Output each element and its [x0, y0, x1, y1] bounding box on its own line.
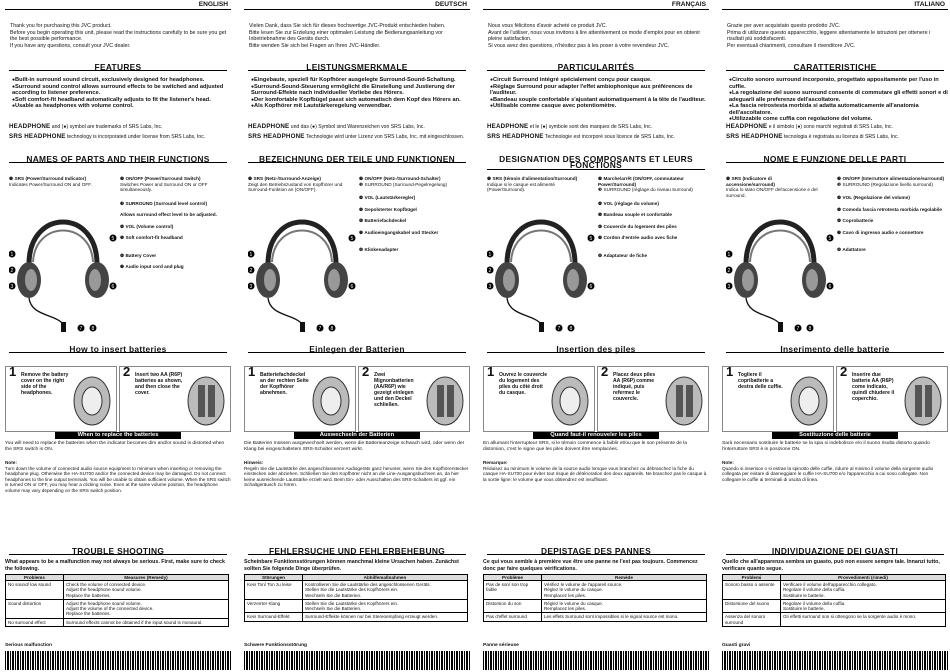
barcode-strip [722, 651, 948, 670]
replace-text: You will need to replace the batteries when the indicator becomes dim and/or sound is distorted when the SRS switch is ON. [5, 441, 225, 452]
feature-item: ● La regolazione del suono surround consente di commutare gli effetti sonori e di adeguarli alle preferenze dell'ascoltatore. [729, 90, 948, 103]
troubleshooting-table [5, 574, 229, 627]
svg-text:1: 1 [488, 252, 492, 258]
svg-text:8: 8 [330, 326, 334, 332]
features-title: LEISTUNGSMERKMALE [306, 62, 408, 72]
parts-list-left [248, 176, 344, 193]
svg-text:3: 3 [727, 284, 731, 290]
replace-title: When to replace the batteries [55, 432, 181, 439]
serious-malfunction-title: Serious malfunction [5, 643, 53, 648]
table-cell: Distorsion du son [484, 599, 542, 613]
step-number: 1 [726, 364, 734, 379]
battery-cover-illustration [787, 373, 831, 427]
part-label: ❺ Bandeau souple et confortable [598, 212, 673, 217]
parts-section [483, 156, 709, 170]
step-number: 2 [840, 364, 848, 379]
serious-malfunction-title: Schwere Funktionsstörung [244, 643, 308, 648]
part-label: ❽ Adaptateur de fiche [598, 252, 648, 258]
svg-text:8: 8 [91, 326, 95, 332]
parts-title: NOME E FUNZIONE DELLE PARTI [763, 154, 907, 164]
svg-text:5: 5 [111, 236, 115, 242]
serious-malfunction-label [244, 643, 470, 649]
parts-list-right [359, 176, 469, 259]
note-section [483, 460, 709, 482]
srs-headphone-logo: SRS HEADPHONE [487, 132, 544, 140]
note-title: Note: [5, 460, 17, 465]
battery-step-2 [119, 366, 231, 432]
trademark-block [487, 124, 709, 140]
serious-malfunction-title: Guasti gravi [722, 643, 751, 648]
battery-cover-illustration [309, 373, 353, 427]
features-title: FEATURES [94, 62, 142, 72]
step-text: Insert two AA (R6P) batteries as shown, and then close the cover. [135, 372, 183, 397]
srs-headphone-logo: SRS HEADPHONE [9, 132, 66, 140]
trademark-block [248, 124, 470, 140]
features-title: CARATTERISTICHE [793, 62, 877, 72]
table-cell: No surround effect [6, 618, 64, 626]
part-label: ❹ VOL (Volume control) [120, 223, 174, 229]
troubleshooting-intro: Ce qui vous semble à première vue être une panne ne l'est pas toujours. Commencez donc par faire quelques vérifications. [483, 559, 698, 572]
headphone-logo: HEADPHONE [726, 123, 768, 130]
troubleshooting-table [244, 574, 468, 622]
table-row [484, 581, 707, 600]
svg-text:7: 7 [557, 326, 561, 332]
table-header: Abhilfemaßnahmen [302, 574, 467, 580]
trademark-line-1: und das (●) Symbol sind Warenzeichen von SRS Labs, Inc. [290, 124, 425, 130]
part-desc: ❸ SURROUND (Surround-Pegelregelung) [359, 181, 448, 187]
language-header: DEUTSCH [244, 0, 470, 10]
part-label: ❹ VOL (Regolazione del volume) [837, 195, 910, 200]
note-text: Quando si inserisce o si estrae la spinotto delle cuffie, ridurre al minimo il volume della sorgente audio collegata per evitare di danneggiare le cuffie HA-SU700 e/o l'apparecchio a cui sono collegate. Non collegare le cuffie ai terminali di uscita di linea. [722, 465, 934, 482]
step-text: Togliere il copribatterie a destra delle cuffie. [738, 372, 783, 391]
battery-insert-illustration [662, 373, 706, 427]
troubleshooting-table [722, 574, 946, 627]
step-number: 2 [123, 364, 131, 379]
trademark-line-1: e il simbolo (●) sono marchi registrati di SRS Labs, Inc. [768, 124, 894, 130]
step-text: Placez deux piles AA (R6P) comme indiqué, puis refermez le couvercle. [613, 372, 656, 403]
headphones-illustration [248, 198, 356, 336]
step-text: Ouvrez le couvercle du logement des piles du côté droit du casque. [499, 372, 548, 397]
serious-malfunction-label [5, 643, 231, 649]
replace-section [722, 432, 948, 453]
note-text: Turn down the volume of connected audio source equipment to minimum when inserting or removing the headphone plug. Otherwise the HA-SU700 and/or the connected device may be damaged. Do not connect headphones to the line output terminals. You will be unable to obtain sufficient volume. When the SRS switch is turned ON or OFF, you may hear a clicking noise. Even at the same volume position, the headphone volume may vary depending on the SRS switch position. [5, 465, 231, 493]
part-desc: Indica lo stato ON/OFF del'accensione e del surround. [726, 187, 818, 198]
features-section [722, 64, 948, 123]
part-label: Allows surround effect level to be adjusted. [120, 212, 217, 217]
parts-section [722, 156, 948, 163]
troubleshooting-section [5, 548, 231, 627]
part-label: ❶ SRS (Netz-/Surround-Anzeige) [248, 176, 321, 181]
troubleshooting-title: DEPISTAGE DES PANNES [541, 546, 651, 556]
part-label: ❷ ON/OFF (Interruttore alimentazione/surround) [837, 176, 945, 181]
trademark-line-1: and (●) symbol are trademarks of SRS Labs, Inc. [51, 124, 163, 130]
battery-step-1 [483, 366, 595, 432]
parts-title: NAMES OF PARTS AND THEIR FUNCTIONS [26, 154, 210, 164]
svg-text:8: 8 [569, 326, 573, 332]
trademark-line-1: et le (●) symbole sont des marques de SRS Labs, Inc. [529, 124, 653, 130]
note-title: Hinweis: [244, 460, 264, 465]
svg-text:5: 5 [350, 236, 354, 242]
column-italiano [722, 0, 948, 672]
table-cell: Kein Surround-Effekt [245, 613, 303, 621]
battery-step-2 [597, 366, 709, 432]
step-text: Zwei Mignonbatterien (AA/R6P) wie gezeigt einlegen und den Deckel schließen. [374, 372, 414, 409]
svg-text:7: 7 [796, 326, 800, 332]
table-row [245, 581, 468, 600]
table-cell: Distorsione del suono [723, 599, 781, 613]
replace-title: Auswechseln der Batterien [294, 432, 420, 439]
svg-text:3: 3 [10, 284, 14, 290]
table-cell: Adjust the headphone sound volume. Adjust the volume of the connected device. Replace the batteries. [63, 599, 228, 618]
table-cell: Sonoro basso o assente [723, 581, 781, 600]
barcode-strip [5, 651, 231, 670]
features-section [5, 64, 231, 110]
feature-item: ● Surround sound control allows surround effects to be switched and adjusted according to listener preference. [12, 84, 231, 97]
table-row [484, 613, 707, 621]
table-header: Measures (Remedy) [63, 574, 228, 580]
table-cell: Pas d'effet surround [484, 613, 542, 621]
svg-text:6: 6 [828, 284, 832, 290]
trademark-line-2: tecnologia è registrata su licenza di SRS Labs, Inc. [784, 133, 899, 140]
battery-section [722, 346, 948, 353]
feature-item: ● Circuit Surround intégré spécialement conçu pour casque. [490, 77, 709, 84]
headphones-illustration [487, 198, 595, 336]
feature-item: ● Soft comfort-fit headband automatically adjusts to fit the listener's head. [12, 97, 231, 104]
part-label: ❼ Cavo di ingresso audio e connettore [837, 229, 924, 235]
troubleshooting-title: TROUBLE SHOOTING [71, 546, 165, 556]
troubleshooting-intro: What appears to be a malfunction may not always be serious. First, make sure to check the following. [5, 559, 225, 572]
trademark-line-2: Technologie wird unter Lizenz von SRS Labs, Inc. mit eingeschlossen. [305, 133, 465, 140]
troubleshooting-title: INDIVIDUAZIONE DEI GUASTI [771, 546, 899, 556]
feature-item: ● Eingebaute, speziell für Kopfhörer ausgelegte Surround-Sound-Schaltung. [251, 77, 470, 84]
note-section [722, 460, 948, 482]
parts-list-left [726, 176, 822, 198]
table-header: Störungen [245, 574, 303, 580]
troubleshooting-title: FEHLERSUCHE UND FEHLERBEHEBUNG [268, 546, 446, 556]
replace-text: Sarà necessario sostituire le batterie se la spia si indebolisce e/o il suono risulta distorto quando l'interruttore SRS è in posizione ON. [722, 441, 930, 452]
feature-item: ● Utilizzabile come cuffia con regolazione del volume. [729, 116, 948, 123]
step-number: 2 [601, 364, 609, 379]
feature-item: ● Usable as headphones with volume control. [12, 103, 231, 110]
battery-section [5, 346, 231, 353]
replace-text: Die Batterien müssen ausgewechselt werden, wenn die Batterieanzeige schwach wird, oder wenn der Klang bei eingeschaltetem SRS-Schalter verzerrt wirkt. [244, 441, 465, 452]
table-header: Problemi [723, 574, 781, 580]
column-francais [483, 0, 709, 672]
parts-list-right [120, 176, 230, 270]
replace-section [244, 432, 470, 453]
feature-item: ● Circuito sonoro surround incorporato, progettato appositamente per l'uso in cuffie. [729, 77, 948, 90]
parts-list-right [837, 176, 947, 259]
battery-title: Einlegen der Batterien [309, 344, 405, 354]
table-header: Problems [6, 574, 64, 580]
part-label: ❶ SRS (témoin d'alimentation/Surround) [487, 176, 578, 181]
part-label: ❺ Soft comfort-fit headband [120, 235, 183, 240]
part-label: ❹ VOL (Lautstärkeregler) [359, 195, 416, 200]
svg-text:6: 6 [350, 284, 354, 290]
svg-text:3: 3 [249, 284, 253, 290]
part-desc: Indique si le casque est alimenté (Power/Surround). [487, 181, 556, 192]
battery-step-2 [358, 366, 470, 432]
features-list [722, 77, 948, 123]
note-title: Note: [722, 460, 734, 465]
table-row [6, 581, 229, 600]
svg-text:7: 7 [79, 326, 83, 332]
trademark-line-2: technology is incorporated under license from SRS Labs, Inc. [67, 133, 206, 140]
part-desc: ❸ SURROUND (Regolazione livello surround) [837, 181, 933, 187]
step-text: Batteriefachdeckel an der rechten Seite der Kopfhörer abnehmen. [260, 372, 309, 397]
intro-text: Vielen Dank, dass Sie sich für dieses hochwertige JVC-Produkt entschieden haben. Bitte lesen Sie zur Erzielung einer optimalen Leistung die Bedienungsanleitung vor Inbetriebnahme des Geräts durch. Bitte wenden Sie sich bei Fragen an Ihren JVC-Händler. [249, 23, 446, 49]
svg-text:2: 2 [10, 268, 14, 274]
svg-text:2: 2 [727, 268, 731, 274]
table-cell: Gli effetti surround non si ottengono se la sorgente audio è mono. [780, 613, 945, 627]
troubleshooting-intro: Scheinbare Funktionsstörungen können manchmal kleine Ursachen haben. Zunächst sollten Sie folgende Dinge überprüfen. [244, 559, 459, 572]
part-label: ❼ Audioeingangskabel und Stecker [359, 229, 439, 235]
note-section [5, 460, 231, 494]
step-text: Remove the battery cover on the right side of the headphones. [21, 372, 69, 397]
battery-step-2 [836, 366, 948, 432]
language-header: ITALIANO [722, 0, 948, 10]
part-label: ❺ Comoda fascia retrotesta morbida regolabile [837, 206, 943, 212]
table-cell: Assenza del sonoro surround [723, 613, 781, 627]
table-cell: Surround effects cannot be obtained if the input sound is monaural. [63, 618, 228, 626]
headphones-illustration [726, 198, 834, 336]
svg-text:1: 1 [249, 252, 253, 258]
table-header: Problème [484, 574, 542, 580]
table-row [245, 599, 468, 613]
parts-title: BEZEICHNUNG DER TEILE UND FUNKTIONEN [259, 154, 455, 164]
part-label: ❻ Battery Cover [120, 252, 157, 258]
serious-malfunction-label [483, 643, 709, 649]
table-row [723, 581, 946, 600]
battery-title: Inserimento delle batterie [780, 344, 890, 354]
replace-title: Sostituzione delle batterie [772, 432, 898, 439]
barcode-strip [483, 651, 709, 670]
svg-text:2: 2 [249, 268, 253, 274]
battery-insert-illustration [184, 373, 228, 427]
note-title: Remarque: [483, 460, 508, 465]
language-header: FRANÇAIS [483, 0, 709, 10]
part-label: ❸ SURROUND (Surround level control) [120, 200, 208, 206]
part-label: ❹ VOL (réglage du volume) [598, 200, 659, 206]
srs-headphone-logo: SRS HEADPHONE [248, 132, 305, 140]
feature-item: ● Built-in surround sound circuit, exclusively designed for headphones. [12, 77, 231, 84]
feature-item: ● Surround-Sound-Steuerung ermöglicht die Einstellung und Justierung der Surround-Effekte nach individueller Vorliebe des Hörers. [251, 84, 470, 97]
feature-item: ● Der komfortable Kopfbügel passt sich automatisch dem Kopf des Hörers an. [251, 97, 470, 104]
battery-section [483, 346, 709, 353]
battery-insert-illustration [423, 373, 467, 427]
battery-title: How to insert batteries [69, 344, 167, 354]
feature-item: ● Utilisable comme casque avec potentiomètre. [490, 103, 709, 110]
svg-text:1: 1 [727, 252, 731, 258]
note-text: Regeln Sie die Lautstärke des angeschlossenen Audiogeräts ganz herunter, wenn Sie den Kopfhörerstecker einstecken oder abziehen. Schließen Sie den Kopfhörer nicht an die Line-Ausgangsbuchsen an, da hier keine ausreichende Lautstärke erzielt wird. Beim Ein- oder Ausschalten des SRS-Schalters ist ggf. ein Schaltgeräusch zu hören. [244, 465, 469, 488]
svg-text:2: 2 [488, 268, 492, 274]
svg-text:5: 5 [589, 236, 593, 242]
language-header: ENGLISH [5, 0, 231, 10]
parts-diagram [244, 176, 470, 336]
troubleshooting-section [722, 548, 948, 627]
table-row [484, 599, 707, 613]
parts-diagram [722, 176, 948, 336]
parts-diagram [5, 176, 231, 336]
parts-list-left [9, 176, 105, 187]
replace-text: En allumant l'interrupteur SRS, si le témoin commence à faiblir et/ou que le son présente de la distorsion, c'est le signe que les piles doivent être remplacées. [483, 441, 688, 452]
table-cell: Pas de son/ son trop faible [484, 581, 542, 600]
table-cell: Regolare il volume della cuffia. Sostituire le batterie. [780, 599, 945, 613]
parts-title: DESIGNATION DES COMPOSANTS ET LEURS FONCTIONS [499, 154, 693, 171]
table-cell: Réglez le volume du casque. Remplacez les piles. [541, 599, 706, 613]
step-text: Inserire due batterie AA (R6P) come indicato, quindi chiudere il coperchio. [852, 372, 895, 403]
features-section [483, 64, 709, 110]
note-section [244, 460, 470, 488]
battery-insert-illustration [901, 373, 945, 427]
table-row [6, 618, 229, 626]
svg-text:7: 7 [318, 326, 322, 332]
table-row [723, 613, 946, 627]
battery-section [244, 346, 470, 353]
intro-text: Nous vous félicitons d'avoir acheté ce produit JVC. Avant de l'utiliser, nous vous invitons à lire attentivement ce mode d'emploi pour en obtenir pleine satisfaction. Si vous avez des questions, n'hésitez pas à les poser à votre revendeur JVC. [488, 23, 701, 49]
step-number: 1 [248, 364, 256, 379]
part-desc: Zeigt den Betriebszustand von Kopfhörer und Surround-Funktion an (ON/OFF). [248, 181, 343, 192]
table-cell: Verificare il volume dell'apparecchio collegato. Regolare il volume della cuffia. Sostituire le batterie. [780, 581, 945, 600]
features-list [244, 77, 470, 110]
table-cell: Check the volume of connected device. Adjust the headphone sound volume. Replace the batteries. [63, 581, 228, 600]
replace-section [483, 432, 709, 453]
table-cell: Surround-Effekte können nur bei Stereoempfang erzeugt werden. [302, 613, 467, 621]
table-cell: Les effets Surround sont impossibles si le signal source est mono. [541, 613, 706, 621]
table-cell: Sound distortion [6, 599, 64, 618]
column-deutsch [244, 0, 470, 672]
features-list [5, 77, 231, 110]
headphone-logo: HEADPHONE [9, 123, 51, 130]
column-english [5, 0, 231, 672]
note-text: Réduisez au minimum le volume de la source audio lorsque vous branchez ou débranchez la fiche du casque HA-SU700 pour éviter tout risque de détérioration des deux appareils. Ne branchez pas le casque à la sortie ligne: le volume que vous obtiendrez est insuffisant. [483, 465, 707, 482]
parts-list-right [598, 176, 708, 264]
table-cell: Vérifiez le volume de l'appareil source. Réglez le volume du casque. Remplacez les piles. [541, 581, 706, 600]
table-row [6, 599, 229, 618]
troubleshooting-table [483, 574, 707, 622]
battery-cover-illustration [70, 373, 114, 427]
trademark-line-2: Technologie est incorporé sous licence de SRS Labs, Inc. [544, 133, 675, 140]
replace-title: Quand faut-il renouveler les piles [533, 432, 659, 439]
part-label: ❽ Adattatore [837, 247, 866, 252]
battery-step-1 [722, 366, 834, 432]
part-label: ❺ Gepolsterter Kopfbügel [359, 206, 417, 212]
replace-section [5, 432, 231, 453]
troubleshooting-section [244, 548, 470, 622]
part-label: ❻ Coprobatterie [837, 218, 874, 223]
feature-item: ● Réglage Surround pour adapter l'effet ambiophonique aux préférences de l'auditeur. [490, 84, 709, 97]
serious-malfunction-title: Panne sérieuse [483, 643, 519, 648]
parts-diagram [483, 176, 709, 336]
intro-text: Grazie per aver acquistato questo prodotto JVC. Prima di utilizzare questo apparecchio, leggere attentamente le istruzioni per ottenere i risultati più soddisfacenti. Per eventuali chiarimenti, consultare il rivenditore JVC. [727, 23, 931, 49]
part-label: ❻ Couvercle du logement des piles [598, 223, 677, 229]
headphone-logo: HEADPHONE [248, 123, 290, 130]
headphones-illustration [9, 198, 117, 336]
serious-malfunction-label [722, 643, 948, 649]
feature-item: ● Bandeau souple confortable s'ajustant automatiquement à la tête de l'auditeur. [490, 97, 709, 104]
step-number: 1 [9, 364, 17, 379]
table-cell: Kein Ton/ Ton zu leise [245, 581, 303, 600]
battery-cover-illustration [548, 373, 592, 427]
part-label: ❷ Marche/arrêt (ON/OFF, commutateur Power/Surround) [598, 176, 684, 187]
troubleshooting-section [483, 548, 709, 622]
troubleshooting-intro: Quello che all'apparenza sembra un guasto, può non essere sempre tale. Innanzi tutto, verificare quanto segue. [722, 559, 940, 572]
table-cell: Kontrollieren Sie die Lautstärke des angeschlossenen Geräts. Stellen Sie die Lautstärke des Kopfhörers ein. Wechseln Sie die Batterien. [302, 581, 467, 600]
battery-title: Insertion des piles [556, 344, 636, 354]
part-label: ❼ Audio input cord and plug [120, 264, 184, 269]
svg-text:8: 8 [808, 326, 812, 332]
table-header: Remède [541, 574, 706, 580]
part-label: ❽ Klinkenadapter [359, 247, 399, 252]
parts-section [5, 156, 231, 163]
trademark-block [726, 124, 948, 140]
step-number: 1 [487, 364, 495, 379]
svg-text:1: 1 [10, 252, 14, 258]
intro-text: Thank you for purchasing this JVC product. Before you begin operating this unit, please read the instructions carefully to be sure you get the best possible performance. If you have any questions, consult your JVC dealer. [10, 23, 227, 49]
part-label: ❼ Cordon d'entrée audio avec fiche [598, 235, 678, 240]
table-row [723, 599, 946, 613]
svg-text:3: 3 [488, 284, 492, 290]
battery-step-1 [244, 366, 356, 432]
table-header: Provvedimenti (rimedi) [780, 574, 945, 580]
part-label: ❶ SRS (Indicatore di accensione/surround) [726, 176, 775, 187]
table-cell: No sound/ low sound [6, 581, 64, 600]
part-label: ❻ Batteriefachdeckel [359, 218, 407, 223]
part-label: ❷ ON/OFF (Netz-/Surround-Schalter) [359, 176, 441, 181]
table-cell: Stellen Sie die Lautstärke des Kopfhörers ein. Wechseln Sie die Batterien. [302, 599, 467, 613]
table-cell: Verzerrter Klang [245, 599, 303, 613]
svg-text:6: 6 [111, 284, 115, 290]
features-list [483, 77, 709, 110]
battery-step-1 [5, 366, 117, 432]
table-row [245, 613, 468, 621]
features-title: PARTICULARITÉS [557, 62, 635, 72]
features-section [244, 64, 470, 110]
part-desc: ❸ SURROUND (réglage du niveau Surround) [598, 187, 693, 192]
parts-section [244, 156, 470, 163]
feature-item: ● La fascia retrostesta morbida si adatta automaticamente all'anatomia dell'ascoltatore. [729, 103, 948, 116]
barcode-strip [244, 651, 470, 670]
step-number: 2 [362, 364, 370, 379]
part-desc: Indicates Power/Surround ON and OFF. [9, 181, 92, 187]
parts-list-left [487, 176, 583, 193]
part-desc: Switches Power and Surround ON or OFF simultaneously. [120, 181, 208, 192]
svg-text:5: 5 [828, 236, 832, 242]
part-label: ❶ SRS (Power/Surround Indicator) [9, 176, 87, 181]
part-label: ❷ ON/OFF (Power/Surround Switch) [120, 176, 201, 181]
srs-headphone-logo: SRS HEADPHONE [726, 132, 783, 140]
svg-text:6: 6 [589, 284, 593, 290]
feature-item: ● Als Kopfhörer mit Lautstärkeregelung verwendbar. [251, 103, 470, 110]
headphone-logo: HEADPHONE [487, 123, 529, 130]
trademark-block [9, 124, 231, 140]
